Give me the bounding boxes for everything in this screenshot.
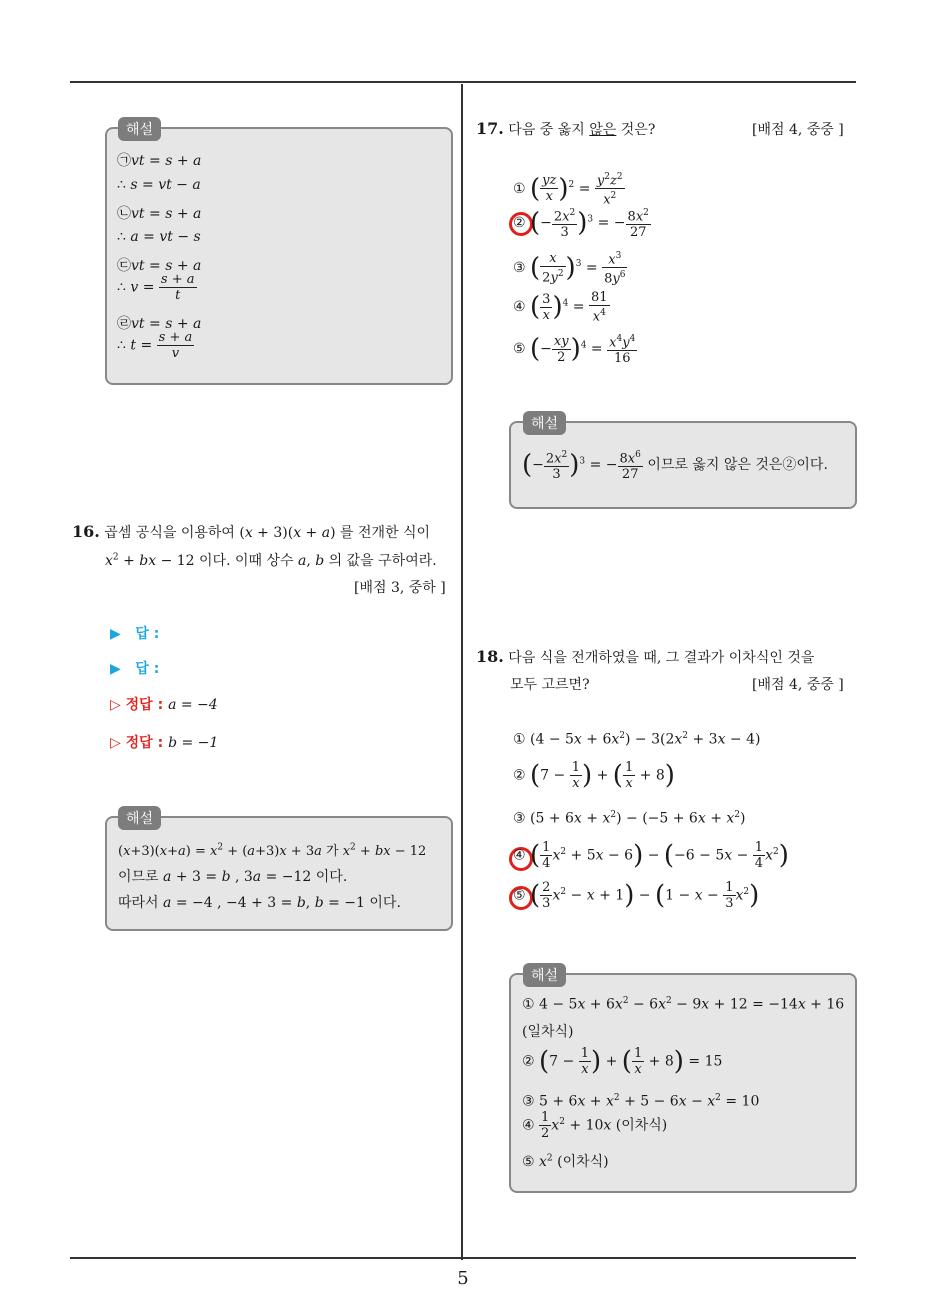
explanation-line: ② (7 − $\frac{1}{x}$ ) + ( $\frac{1}{x}$ + 8) = 15 xyxy=(522,1046,723,1077)
question-18-score: [배점 4, 중중 ] xyxy=(752,677,844,693)
question-18-line1: 18. 다음 식을 전개하였을 때, 그 결과가 이차식인 것을 xyxy=(476,647,815,666)
explanation-line: ㉣vt = s + a xyxy=(117,316,202,332)
correct-label: 정답 : xyxy=(125,697,164,713)
question-17-score: [배점 4, 중중 ] xyxy=(752,122,844,138)
option-5[interactable]: ⑤ ( $\frac{2}{3}$ $x^2 - x + 1) - (1 - x$ − $\frac{1}{3}$ $x^2$) xyxy=(513,880,760,911)
question-16-line2: $x^2$ + bx − 12 이다. 이때 상수 a, b 의 값을 구하여라. xyxy=(105,552,437,569)
option-5[interactable]: ⑤ (− $\frac{xy}{2}$ )$^4$ = $\frac{x^4y^4}{16}$ xyxy=(513,333,636,367)
explanation-line: ㉡vt = s + a xyxy=(117,206,202,222)
triangle-outline-icon: ▷ xyxy=(110,735,121,751)
explanation-line: $(x+3)(x+a) = x^2 + (a+3)x + 3a$ 가 $x^2$ + bx − 12 xyxy=(118,842,427,859)
correct-answer-b: b = −1 xyxy=(168,735,219,751)
answer-label: 답 : xyxy=(135,626,160,642)
option-1[interactable]: ① ( $\frac{yz}{x}$ )$^2$ = $\frac{y^2z^2}{x^2}$ xyxy=(513,172,623,208)
play-icon: ▶ xyxy=(110,626,121,642)
explanation-tag: 해설 xyxy=(523,963,566,987)
explanation-line: ㉢vt = s + a xyxy=(117,258,202,274)
column-divider xyxy=(461,84,463,1260)
correct-row-2 xyxy=(110,732,218,752)
option-1[interactable]: ① $(4 - 5x + 6x^2) - 3(2x^2 + 3x - 4)$ xyxy=(513,731,761,748)
option-4[interactable]: ④ ( $\frac{1}{4}$ $x^2 + 5x - 6) - (-6 - 5x$ − $\frac{1}{4}$ $x^2$) xyxy=(513,840,789,871)
question-18-line2: 모두 고르면? xyxy=(510,677,590,693)
correct-answer-a: a = −4 xyxy=(168,697,218,713)
explanation-tag: 해설 xyxy=(523,411,566,435)
correct-label: 정답 : xyxy=(125,735,164,751)
option-3[interactable]: ③ $(5 + 6x + x^2) - (-5 + 6x + x^2)$ xyxy=(513,810,746,827)
explanation-tag: 해설 xyxy=(118,806,161,830)
explanation-line: ∴ t = $\frac{s + a}{v}$ xyxy=(117,330,193,361)
explanation-line: ∴ a = vt − s xyxy=(117,229,201,245)
question-16-score: [배점 3, 중하 ] xyxy=(354,580,446,596)
question-number: 17. xyxy=(476,119,504,138)
explanation-line: ∴ s = vt − a xyxy=(117,177,201,193)
top-rule xyxy=(70,81,856,83)
explanation-line: ∴ v = $\frac{s + a}{t}$ xyxy=(117,272,195,303)
explanation-line: 이므로 a + 3 = b , 3a = −12 이다. xyxy=(118,869,348,885)
page-number: 5 xyxy=(457,1268,469,1289)
correct-row-1 xyxy=(110,694,218,714)
answer-row-1[interactable] xyxy=(110,623,159,643)
explanation-tag: 해설 xyxy=(118,117,161,141)
explanation-line: (− $\frac{2x^2}{3}$ )$^3$ = − $\frac{8x^6}{27}$ 이므로 옳지 않은 것은②이다. xyxy=(522,450,828,483)
question-17: 17. 다음 중 옳지 않은 것은? xyxy=(476,119,656,138)
explanation-line: 따라서 a = −4 , −4 + 3 = b, b = −1 이다. xyxy=(118,895,401,911)
option-2[interactable]: ② (− $\frac{2x^2}{3}$ )$^3$ = − $\frac{8x^2}{27}$ xyxy=(513,208,649,241)
question-number: 16. xyxy=(72,522,100,541)
answer-row-2[interactable] xyxy=(110,658,159,678)
bottom-rule xyxy=(70,1257,856,1259)
question-16-line1: 16. 곱셈 공식을 이용하여 (x + 3)(x + a) 를 전개한 식이 xyxy=(72,522,431,541)
option-4[interactable]: ④ ( $\frac{3}{x}$ )$^4$ = $\frac{81}{x^4}$ xyxy=(513,290,608,325)
option-3[interactable]: ③ ( $\frac{x}{2y^2}$ )$^3$ = $\frac{x^3}{8y^6}$ xyxy=(513,250,626,287)
option-2[interactable]: ② (7 − $\frac{1}{x}$ ) + ( $\frac{1}{x}$ + 8) xyxy=(513,760,675,791)
explanation-line: ㉠vt = s + a xyxy=(117,153,202,169)
explanation-line: ③ $5 + 6x + x^2 + 5 - 6x - x^2 = 10$ xyxy=(522,1093,760,1110)
play-icon: ▶ xyxy=(110,661,121,677)
triangle-outline-icon: ▷ xyxy=(110,697,121,713)
explanation-line: ① $4 - 5x + 6x^2 - 6x^2 - 9x + 12 = -14x + 16$ xyxy=(522,996,845,1013)
explanation-line: (일차식) xyxy=(522,1024,574,1040)
answer-label: 답 : xyxy=(135,661,160,677)
explanation-line: ⑤ $x^2$ (이차식) xyxy=(522,1153,609,1170)
explanation-line: ④ $\frac{1}{2}$ $x^2 + 10x$ (이차식) xyxy=(522,1110,668,1141)
question-number: 18. xyxy=(476,647,504,666)
